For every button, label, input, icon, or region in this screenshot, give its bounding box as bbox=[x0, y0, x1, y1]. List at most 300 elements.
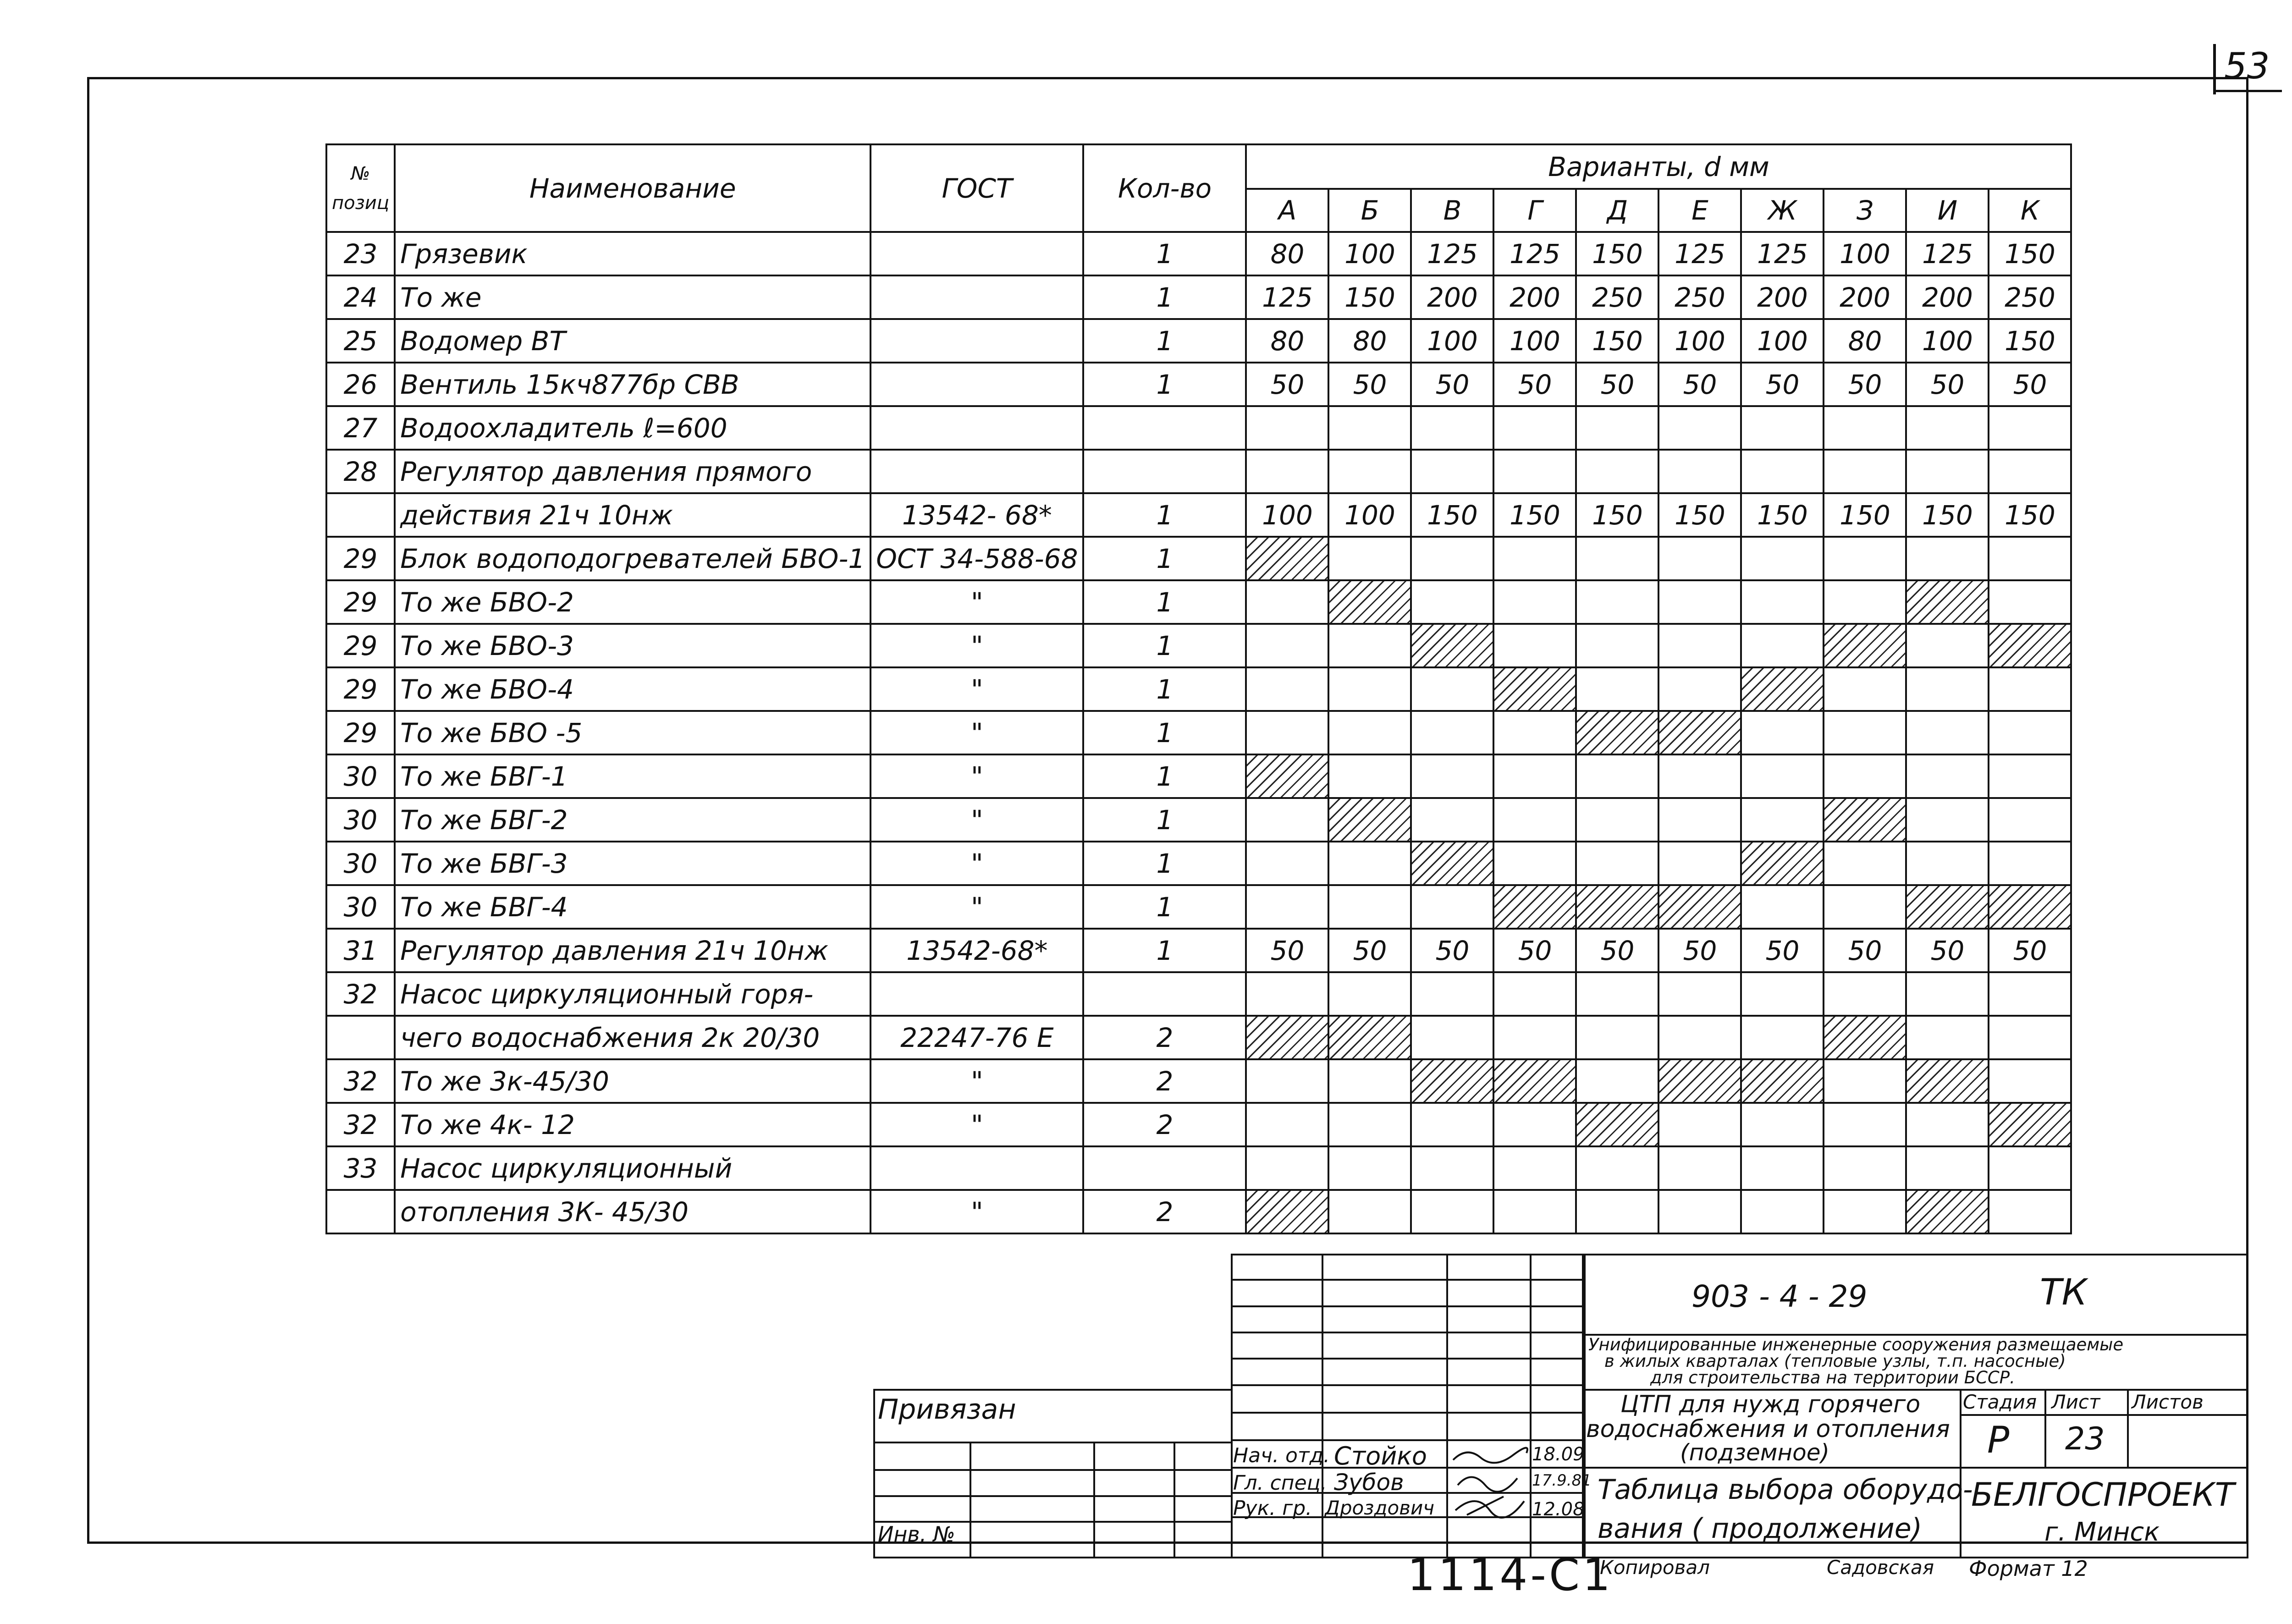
quantity-cell bbox=[1083, 972, 1246, 1016]
variant-cell-selected bbox=[1989, 1103, 2071, 1146]
variant-cell bbox=[1741, 537, 1824, 580]
variant-cell: 125 bbox=[1246, 275, 1328, 319]
gost-cell: " bbox=[871, 624, 1083, 667]
variant-cell bbox=[1741, 1016, 1824, 1059]
table-row bbox=[326, 1016, 2071, 1059]
quantity-cell: 2 bbox=[1083, 1103, 1246, 1146]
variant-cell bbox=[1824, 580, 1906, 624]
quantity-cell bbox=[1083, 406, 1246, 450]
object-name-line-2: водоснабжения и отопления bbox=[1586, 1415, 1950, 1443]
variant-cell: 50 bbox=[1328, 929, 1411, 972]
quantity-cell: 1 bbox=[1083, 580, 1246, 624]
variant-cell-selected bbox=[1906, 1190, 1989, 1233]
variant-cell: 150 bbox=[1906, 493, 1989, 537]
position-cell: 30 bbox=[326, 754, 395, 798]
name-cell: То же БВО-2 bbox=[395, 580, 871, 624]
name-cell: То же БВГ-1 bbox=[395, 754, 871, 798]
variant-letter-4: Д bbox=[1576, 189, 1658, 232]
variant-cell: 150 bbox=[1411, 493, 1493, 537]
gost-cell bbox=[871, 972, 1083, 1016]
variant-cell-selected bbox=[1576, 885, 1658, 929]
gost-cell: 13542-68* bbox=[871, 929, 1083, 972]
variant-cell: 150 bbox=[1576, 319, 1658, 363]
quantity-cell: 2 bbox=[1083, 1016, 1246, 1059]
variant-cell bbox=[1328, 667, 1411, 711]
quantity-cell: 1 bbox=[1083, 232, 1246, 275]
variant-cell: 100 bbox=[1824, 232, 1906, 275]
variant-cell bbox=[1328, 1190, 1411, 1233]
variant-cell bbox=[1989, 711, 2071, 754]
bound-label: Привязан bbox=[878, 1393, 1016, 1426]
name-cell: То же БВО -5 bbox=[395, 711, 871, 754]
variant-cell bbox=[1576, 754, 1658, 798]
variant-cell bbox=[1493, 1190, 1576, 1233]
table-row bbox=[326, 1146, 2071, 1190]
variant-cell: 200 bbox=[1411, 275, 1493, 319]
variant-cell-selected bbox=[1906, 885, 1989, 929]
variant-cell: 150 bbox=[1328, 275, 1411, 319]
name-2: Зубов bbox=[1334, 1469, 1404, 1496]
variant-cell: 125 bbox=[1411, 232, 1493, 275]
table-row bbox=[326, 275, 2071, 319]
table-row bbox=[326, 580, 2071, 624]
variant-cell: 100 bbox=[1658, 319, 1741, 363]
variant-cell bbox=[1824, 1190, 1906, 1233]
quantity-cell bbox=[1083, 450, 1246, 493]
name-cell: То же БВО-4 bbox=[395, 667, 871, 711]
variant-cell-selected bbox=[1328, 1016, 1411, 1059]
variant-cell bbox=[1658, 842, 1741, 885]
variant-cell bbox=[1493, 580, 1576, 624]
variant-cell: 80 bbox=[1246, 319, 1328, 363]
variant-cell bbox=[1411, 1190, 1493, 1233]
variant-cell bbox=[1576, 972, 1658, 1016]
variant-cell: 200 bbox=[1493, 275, 1576, 319]
variant-cell: 125 bbox=[1493, 232, 1576, 275]
organization-name: БЕЛГОСПРОЕКТ bbox=[1971, 1476, 2235, 1514]
document-code: 903 - 4 - 29 bbox=[1691, 1279, 1868, 1314]
variant-cell bbox=[1246, 1146, 1328, 1190]
position-cell: 27 bbox=[326, 406, 395, 450]
variant-cell bbox=[1328, 754, 1411, 798]
variant-cell bbox=[1493, 711, 1576, 754]
quantity-cell: 1 bbox=[1083, 493, 1246, 537]
variant-cell bbox=[1411, 406, 1493, 450]
table-row bbox=[326, 363, 2071, 406]
quantity-cell: 1 bbox=[1083, 363, 1246, 406]
variant-letter-2: В bbox=[1411, 189, 1493, 232]
variant-cell: 100 bbox=[1741, 319, 1824, 363]
variant-cell bbox=[1246, 798, 1328, 842]
variant-cell bbox=[1411, 798, 1493, 842]
variant-cell bbox=[1328, 842, 1411, 885]
gost-cell: 13542- 68* bbox=[871, 493, 1083, 537]
name-cell: Регулятор давления прямого bbox=[395, 450, 871, 493]
variant-cell-selected bbox=[1906, 580, 1989, 624]
variant-cell-selected bbox=[1246, 754, 1328, 798]
variant-cell bbox=[1246, 406, 1328, 450]
variant-cell: 50 bbox=[1246, 929, 1328, 972]
variant-cell: 50 bbox=[1824, 929, 1906, 972]
variant-cell bbox=[1989, 842, 2071, 885]
variant-cell bbox=[1493, 972, 1576, 1016]
quantity-cell bbox=[1083, 1146, 1246, 1190]
variant-cell bbox=[1328, 1103, 1411, 1146]
sheet-label: Лист bbox=[2051, 1391, 2100, 1413]
gost-cell: " bbox=[871, 754, 1083, 798]
name-cell: Насос циркуляционный горя- bbox=[395, 972, 871, 1016]
variant-cell bbox=[1411, 1103, 1493, 1146]
variant-cell bbox=[1328, 537, 1411, 580]
variant-cell: 100 bbox=[1906, 319, 1989, 363]
variant-cell bbox=[1824, 667, 1906, 711]
variant-cell-selected bbox=[1658, 885, 1741, 929]
variant-cell-selected bbox=[1741, 1059, 1824, 1103]
variant-cell bbox=[1989, 537, 2071, 580]
variant-cell: 150 bbox=[1989, 232, 2071, 275]
variant-cell bbox=[1906, 1103, 1989, 1146]
variant-cell bbox=[1246, 711, 1328, 754]
gost-cell: " bbox=[871, 580, 1083, 624]
name-cell: Водоохладитель ℓ=600 bbox=[395, 406, 871, 450]
variant-letter-1: Б bbox=[1328, 189, 1411, 232]
variant-cell bbox=[1658, 667, 1741, 711]
position-cell: 25 bbox=[326, 319, 395, 363]
table-row bbox=[326, 711, 2071, 754]
variant-cell bbox=[1741, 1103, 1824, 1146]
variant-cell bbox=[1328, 450, 1411, 493]
quantity-cell: 1 bbox=[1083, 754, 1246, 798]
variant-cell bbox=[1989, 1190, 2071, 1233]
name-1: Стойко bbox=[1334, 1442, 1427, 1470]
variant-cell bbox=[1741, 1190, 1824, 1233]
gost-cell: " bbox=[871, 711, 1083, 754]
variant-letter-0: А bbox=[1246, 189, 1328, 232]
variant-cell bbox=[1741, 754, 1824, 798]
table-row bbox=[326, 319, 2071, 363]
copied-name: Садовская bbox=[1827, 1556, 1934, 1579]
variant-cell bbox=[1328, 1059, 1411, 1103]
variant-cell-selected bbox=[1246, 1190, 1328, 1233]
variant-cell bbox=[1328, 711, 1411, 754]
quantity-cell: 1 bbox=[1083, 319, 1246, 363]
variant-cell bbox=[1906, 537, 1989, 580]
variant-letter-6: Ж bbox=[1741, 189, 1824, 232]
variant-cell: 50 bbox=[1246, 363, 1328, 406]
variant-cell: 150 bbox=[1989, 319, 2071, 363]
name-cell: То же БВГ-4 bbox=[395, 885, 871, 929]
variant-cell bbox=[1658, 624, 1741, 667]
table-row bbox=[326, 232, 2071, 275]
gost-cell bbox=[871, 275, 1083, 319]
variant-cell bbox=[1246, 1059, 1328, 1103]
variant-cell bbox=[1989, 754, 2071, 798]
name-cell: Водомер ВТ bbox=[395, 319, 871, 363]
variant-cell bbox=[1906, 842, 1989, 885]
sheet-value: 23 bbox=[2065, 1421, 2105, 1457]
variant-cell bbox=[1246, 1103, 1328, 1146]
gost-cell bbox=[871, 406, 1083, 450]
variant-cell bbox=[1741, 406, 1824, 450]
gost-cell: " bbox=[871, 1103, 1083, 1146]
position-cell bbox=[326, 493, 395, 537]
variant-letter-5: Е bbox=[1658, 189, 1741, 232]
gost-cell bbox=[871, 363, 1083, 406]
variant-cell bbox=[1576, 406, 1658, 450]
quantity-cell: 1 bbox=[1083, 885, 1246, 929]
name-cell: Регулятор давления 21ч 10нж bbox=[395, 929, 871, 972]
quantity-cell: 2 bbox=[1083, 1190, 1246, 1233]
variant-cell bbox=[1246, 450, 1328, 493]
variant-cell bbox=[1741, 711, 1824, 754]
variant-cell: 125 bbox=[1906, 232, 1989, 275]
table-row bbox=[326, 842, 2071, 885]
inventory-label: Инв. № bbox=[878, 1522, 955, 1547]
variant-cell: 250 bbox=[1658, 275, 1741, 319]
table-row bbox=[326, 667, 2071, 711]
variant-cell bbox=[1906, 972, 1989, 1016]
position-cell: 32 bbox=[326, 972, 395, 1016]
variant-cell bbox=[1989, 972, 2071, 1016]
variant-cell bbox=[1328, 406, 1411, 450]
position-cell: 30 bbox=[326, 885, 395, 929]
variant-cell bbox=[1906, 1016, 1989, 1059]
variant-cell: 150 bbox=[1658, 493, 1741, 537]
variant-cell bbox=[1741, 450, 1824, 493]
variant-cell bbox=[1658, 754, 1741, 798]
variant-cell bbox=[1658, 406, 1741, 450]
position-cell: 26 bbox=[326, 363, 395, 406]
variant-cell bbox=[1824, 537, 1906, 580]
variant-cell bbox=[1576, 1016, 1658, 1059]
variant-cell: 150 bbox=[1741, 493, 1824, 537]
variant-cell bbox=[1576, 580, 1658, 624]
equipment-table bbox=[325, 143, 2072, 1234]
variant-letter-3: Г bbox=[1493, 189, 1576, 232]
name-cell: То же БВГ-2 bbox=[395, 798, 871, 842]
variant-cell: 100 bbox=[1328, 232, 1411, 275]
variant-cell bbox=[1906, 667, 1989, 711]
sheets-label: Листов bbox=[2132, 1391, 2204, 1413]
variant-cell-selected bbox=[1411, 624, 1493, 667]
variant-cell bbox=[1658, 1190, 1741, 1233]
variant-cell bbox=[1741, 885, 1824, 929]
subtitle-line-2: в жилых кварталах (тепловые узлы, т.п. насосные) bbox=[1604, 1351, 2066, 1371]
subtitle-line-3: для строительства на территории БССР. bbox=[1650, 1368, 2015, 1387]
variant-cell bbox=[1576, 1146, 1658, 1190]
variant-cell: 50 bbox=[1411, 363, 1493, 406]
variant-cell: 150 bbox=[1989, 493, 2071, 537]
variant-cell bbox=[1246, 580, 1328, 624]
variant-cell bbox=[1989, 667, 2071, 711]
variant-cell bbox=[1411, 537, 1493, 580]
variant-cell bbox=[1989, 798, 2071, 842]
variant-cell-selected bbox=[1493, 885, 1576, 929]
variant-cell bbox=[1576, 450, 1658, 493]
variant-cell-selected bbox=[1658, 711, 1741, 754]
position-cell: 30 bbox=[326, 842, 395, 885]
variant-cell-selected bbox=[1824, 1016, 1906, 1059]
variant-cell bbox=[1493, 406, 1576, 450]
table-row bbox=[326, 1190, 2071, 1233]
name-cell: Грязевик bbox=[395, 232, 871, 275]
name-cell: действия 21ч 10нж bbox=[395, 493, 871, 537]
variant-cell bbox=[1989, 1059, 2071, 1103]
variant-cell bbox=[1658, 972, 1741, 1016]
variant-cell bbox=[1658, 1103, 1741, 1146]
variant-cell bbox=[1824, 711, 1906, 754]
table-row bbox=[326, 1059, 2071, 1103]
name-cell: То же БВО-3 bbox=[395, 624, 871, 667]
variant-cell bbox=[1741, 798, 1824, 842]
copied-label: Копировал bbox=[1600, 1556, 1710, 1579]
variant-cell-selected bbox=[1411, 842, 1493, 885]
variant-cell bbox=[1493, 754, 1576, 798]
variant-cell bbox=[1246, 842, 1328, 885]
variant-cell: 100 bbox=[1493, 319, 1576, 363]
variant-cell bbox=[1576, 842, 1658, 885]
quantity-cell: 1 bbox=[1083, 929, 1246, 972]
variant-cell: 150 bbox=[1824, 493, 1906, 537]
name-cell: То же 4к- 12 bbox=[395, 1103, 871, 1146]
table-row bbox=[326, 450, 2071, 493]
variant-cell bbox=[1246, 972, 1328, 1016]
variant-cell bbox=[1493, 450, 1576, 493]
variant-cell bbox=[1824, 1103, 1906, 1146]
variant-cell-selected bbox=[1824, 798, 1906, 842]
variant-cell bbox=[1411, 1146, 1493, 1190]
name-cell: То же 3к-45/30 bbox=[395, 1059, 871, 1103]
quantity-cell: 1 bbox=[1083, 798, 1246, 842]
table-row bbox=[326, 1103, 2071, 1146]
variant-cell bbox=[1824, 754, 1906, 798]
variant-cell bbox=[1246, 667, 1328, 711]
object-name-line-3: (подземное) bbox=[1680, 1439, 1829, 1466]
variant-cell: 100 bbox=[1328, 493, 1411, 537]
variant-cell bbox=[1328, 1146, 1411, 1190]
variant-cell: 50 bbox=[1576, 363, 1658, 406]
gost-cell: " bbox=[871, 842, 1083, 885]
variant-cell bbox=[1824, 842, 1906, 885]
variant-cell: 50 bbox=[1989, 929, 2071, 972]
variant-cell: 200 bbox=[1741, 275, 1824, 319]
position-cell: 28 bbox=[326, 450, 395, 493]
variant-cell-selected bbox=[1246, 1016, 1328, 1059]
variant-cell-selected bbox=[1906, 1059, 1989, 1103]
date-1: 18.09 bbox=[1532, 1444, 1585, 1465]
variant-cell bbox=[1658, 450, 1741, 493]
variant-cell: 200 bbox=[1906, 275, 1989, 319]
variant-cell: 250 bbox=[1576, 275, 1658, 319]
variant-cell: 50 bbox=[1493, 363, 1576, 406]
variant-cell bbox=[1989, 1016, 2071, 1059]
variant-cell bbox=[1906, 406, 1989, 450]
variant-cell bbox=[1411, 580, 1493, 624]
variant-cell bbox=[1658, 1016, 1741, 1059]
variant-cell bbox=[1411, 1016, 1493, 1059]
variant-cell bbox=[1328, 885, 1411, 929]
variant-cell-selected bbox=[1741, 842, 1824, 885]
gost-cell: ОСТ 34-588-68 bbox=[871, 537, 1083, 580]
quantity-cell: 1 bbox=[1083, 842, 1246, 885]
gost-cell: 22247-76 Е bbox=[871, 1016, 1083, 1059]
gost-cell: " bbox=[871, 667, 1083, 711]
variant-cell: 80 bbox=[1328, 319, 1411, 363]
variant-cell bbox=[1411, 885, 1493, 929]
variant-cell: 100 bbox=[1411, 319, 1493, 363]
position-cell: 33 bbox=[326, 1146, 395, 1190]
variant-cell: 50 bbox=[1576, 929, 1658, 972]
variant-cell bbox=[1328, 972, 1411, 1016]
table-row bbox=[326, 493, 2071, 537]
header-position: № позиц bbox=[326, 144, 395, 232]
quantity-cell: 1 bbox=[1083, 275, 1246, 319]
variant-cell: 50 bbox=[1906, 929, 1989, 972]
variant-cell bbox=[1493, 1146, 1576, 1190]
position-cell: 29 bbox=[326, 580, 395, 624]
stage-value: Р bbox=[1987, 1419, 2010, 1461]
variant-cell bbox=[1576, 667, 1658, 711]
name-3: Дроздович bbox=[1325, 1497, 1435, 1519]
variant-cell bbox=[1906, 450, 1989, 493]
name-cell: Насос циркуляционный bbox=[395, 1146, 871, 1190]
stage-label: Стадия bbox=[1963, 1391, 2037, 1413]
gost-cell: " bbox=[871, 1059, 1083, 1103]
variant-cell bbox=[1906, 754, 1989, 798]
table-row bbox=[326, 754, 2071, 798]
name-cell: отопления 3К- 45/30 bbox=[395, 1190, 871, 1233]
gost-cell bbox=[871, 232, 1083, 275]
archive-number: 1114-С1 bbox=[1407, 1549, 1614, 1601]
variant-cell bbox=[1493, 537, 1576, 580]
variant-cell: 50 bbox=[1906, 363, 1989, 406]
variant-cell bbox=[1576, 624, 1658, 667]
variant-cell: 150 bbox=[1576, 232, 1658, 275]
sheet-title-line-1: Таблица выбора оборудо- bbox=[1598, 1474, 1973, 1506]
position-cell bbox=[326, 1016, 395, 1059]
subtitle-line-1: Унифицированные инженерные сооружения размещаемые bbox=[1588, 1335, 2124, 1354]
variant-cell bbox=[1658, 798, 1741, 842]
name-cell: То же БВГ-3 bbox=[395, 842, 871, 885]
variant-cell-selected bbox=[1989, 885, 2071, 929]
variant-cell bbox=[1658, 1146, 1741, 1190]
object-name-line-1: ЦТП для нужд горячего bbox=[1620, 1391, 1921, 1418]
table-row bbox=[326, 537, 2071, 580]
header-name: Наименование bbox=[395, 144, 871, 232]
variant-cell: 125 bbox=[1741, 232, 1824, 275]
variant-cell bbox=[1411, 972, 1493, 1016]
variant-cell bbox=[1824, 1059, 1906, 1103]
format-label: Формат 12 bbox=[1969, 1556, 2088, 1581]
variant-cell: 200 bbox=[1824, 275, 1906, 319]
table-row bbox=[326, 885, 2071, 929]
variant-cell bbox=[1493, 798, 1576, 842]
variant-cell-selected bbox=[1411, 1059, 1493, 1103]
document-mark: ТК bbox=[2040, 1272, 2088, 1313]
variant-cell: 50 bbox=[1328, 363, 1411, 406]
variant-cell: 150 bbox=[1576, 493, 1658, 537]
variant-cell bbox=[1493, 842, 1576, 885]
variant-cell bbox=[1989, 450, 2071, 493]
variant-cell bbox=[1741, 580, 1824, 624]
position-cell: 32 bbox=[326, 1103, 395, 1146]
variant-cell bbox=[1741, 972, 1824, 1016]
date-2: 17.9.81 bbox=[1532, 1471, 1592, 1490]
table-row bbox=[326, 406, 2071, 450]
variant-cell: 100 bbox=[1246, 493, 1328, 537]
quantity-cell: 1 bbox=[1083, 711, 1246, 754]
variant-cell bbox=[1576, 1190, 1658, 1233]
